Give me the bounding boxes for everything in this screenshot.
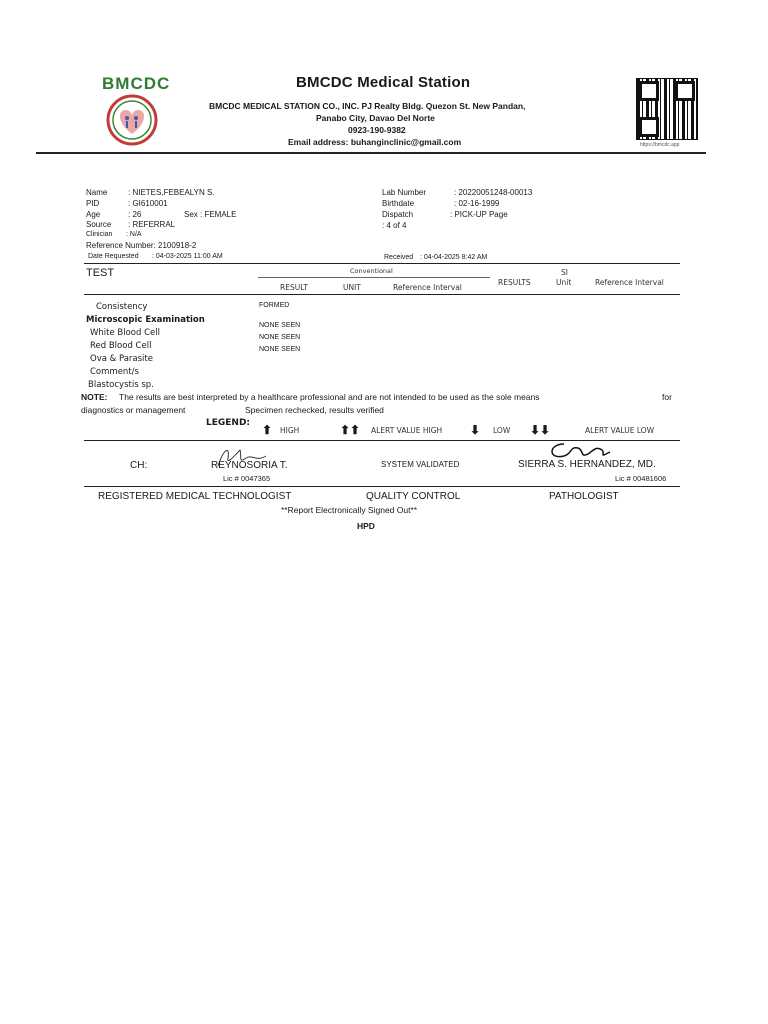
dispatch-label: Dispatch xyxy=(382,210,414,219)
table-row-result: NONE SEEN xyxy=(259,322,301,329)
reference-number: Reference Number: 2100918-2 xyxy=(86,241,197,250)
double-arrow-up-icon: ⬆⬆ xyxy=(340,423,361,437)
table-row-label: Ova & Parasite xyxy=(90,354,153,364)
legend-alert-low: ALERT VALUE LOW xyxy=(585,426,655,435)
birthdate-label: Birthdate xyxy=(382,199,415,208)
date-requested-value: : 04-03-2025 11:00 AM xyxy=(152,253,223,260)
unit-column-header: UNIT xyxy=(343,283,361,292)
table-header-divider xyxy=(84,294,680,295)
sex-value: Sex : FEMALE xyxy=(184,210,237,219)
pathologist-name: SIERRA S. HERNANDEZ, MD. xyxy=(518,459,656,470)
birthdate-value: : 02-16-1999 xyxy=(454,199,500,208)
test-column-header: TEST xyxy=(86,267,115,279)
phone-number: 0923-190-9382 xyxy=(348,125,406,135)
note-for: for xyxy=(662,392,672,402)
ch-label: CH: xyxy=(130,460,148,471)
hpd-label: HPD xyxy=(357,521,375,531)
table-row-label: Consistency xyxy=(96,302,148,312)
age-label: Age xyxy=(86,210,101,219)
table-row-result: NONE SEEN xyxy=(259,334,301,341)
table-row-label: Comment/s xyxy=(90,367,139,377)
clinician-label: Clinician xyxy=(86,231,113,238)
source-label: Source xyxy=(86,220,112,229)
qr-caption: https://bmcdc.app xyxy=(640,142,680,148)
table-row-label: Microscopic Examination xyxy=(86,315,205,325)
si-unit-header: Unit xyxy=(556,278,572,287)
name-label: Name xyxy=(86,188,108,197)
table-row-result: NONE SEEN xyxy=(259,346,301,353)
legend-alert-high: ALERT VALUE HIGH xyxy=(371,426,443,435)
si-header: SI xyxy=(561,268,568,277)
table-row-label: Blastocystis sp. xyxy=(88,380,154,390)
header-divider xyxy=(36,152,706,154)
logo-text: BMCDC xyxy=(102,74,171,93)
dispatch-value: : PICK-UP Page xyxy=(450,210,508,219)
clinic-title: BMCDC Medical Station xyxy=(296,74,471,91)
pathologist-title: PATHOLOGIST xyxy=(549,491,619,502)
signature-divider xyxy=(84,486,680,487)
page-value: : 4 of 4 xyxy=(382,221,407,230)
note-label: NOTE: xyxy=(81,392,108,402)
legend-high: HIGH xyxy=(280,426,300,435)
double-arrow-down-icon: ⬇⬇ xyxy=(530,423,551,437)
note-line-2: diagnostics or management xyxy=(81,405,186,415)
table-row-result: FORMED xyxy=(259,302,290,309)
quality-control-title: QUALITY CONTROL xyxy=(366,491,461,502)
address-line-2: Panabo City, Davao Del Norte xyxy=(316,113,435,123)
legend-label: LEGEND: xyxy=(206,418,251,428)
pid-value: : GI610001 xyxy=(128,199,168,208)
conventional-header: Conventional xyxy=(350,267,393,275)
info-divider xyxy=(84,263,680,264)
conventional-underline xyxy=(258,277,490,278)
pid-label: PID xyxy=(86,199,100,208)
specimen-rechecked: Specimen rechecked, results verified xyxy=(245,405,384,415)
signed-out-note: **Report Electronically Signed Out** xyxy=(281,505,418,515)
system-validated: SYSTEM VALIDATED xyxy=(381,460,460,469)
name-value: : NIETES,FEBEALYN S. xyxy=(128,188,215,197)
date-requested-label: Date Requested xyxy=(88,253,139,260)
result-column-header: RESULT xyxy=(280,283,308,292)
arrow-up-icon: ⬆ xyxy=(262,423,273,437)
si-reference-interval-header: Reference Interval xyxy=(595,278,664,287)
results-column-header: RESULTS xyxy=(498,278,531,287)
table-row-label: Red Blood Cell xyxy=(90,341,152,351)
logo xyxy=(96,74,174,152)
qr-code xyxy=(636,78,698,140)
clinician-value: : N/A xyxy=(126,231,142,238)
address-line-1: BMCDC MEDICAL STATION CO., INC. PJ Realty Bldg. Quezon St. New Pandan, xyxy=(209,101,526,111)
arrow-down-icon: ⬇ xyxy=(470,423,481,437)
source-value: : REFERRAL xyxy=(128,220,176,229)
note-text: The results are best interpreted by a healthcare professional and are not intended to be used as the sole means xyxy=(119,392,540,402)
email-address: Email address: buhanginclinic@gmail.com xyxy=(288,137,462,147)
lab-number-value: : 20220051248-00013 xyxy=(454,188,533,197)
age-value: : 26 xyxy=(128,210,142,219)
medtech-license: Lic # 0047365 xyxy=(223,474,271,483)
legend-low: LOW xyxy=(493,426,511,435)
received-value: : 04-04-2025 8:42 AM xyxy=(420,254,488,261)
table-row-label: White Blood Cell xyxy=(90,328,160,338)
medtech-title: REGISTERED MEDICAL TECHNOLOGIST xyxy=(98,491,292,502)
lab-number-label: Lab Number xyxy=(382,188,427,197)
received-label: Received xyxy=(384,254,414,261)
medtech-name: REYNOSORIA T. xyxy=(211,460,288,471)
reference-interval-header: Reference Interval xyxy=(393,283,462,292)
pathologist-license: Lic # 00481606 xyxy=(615,474,667,483)
